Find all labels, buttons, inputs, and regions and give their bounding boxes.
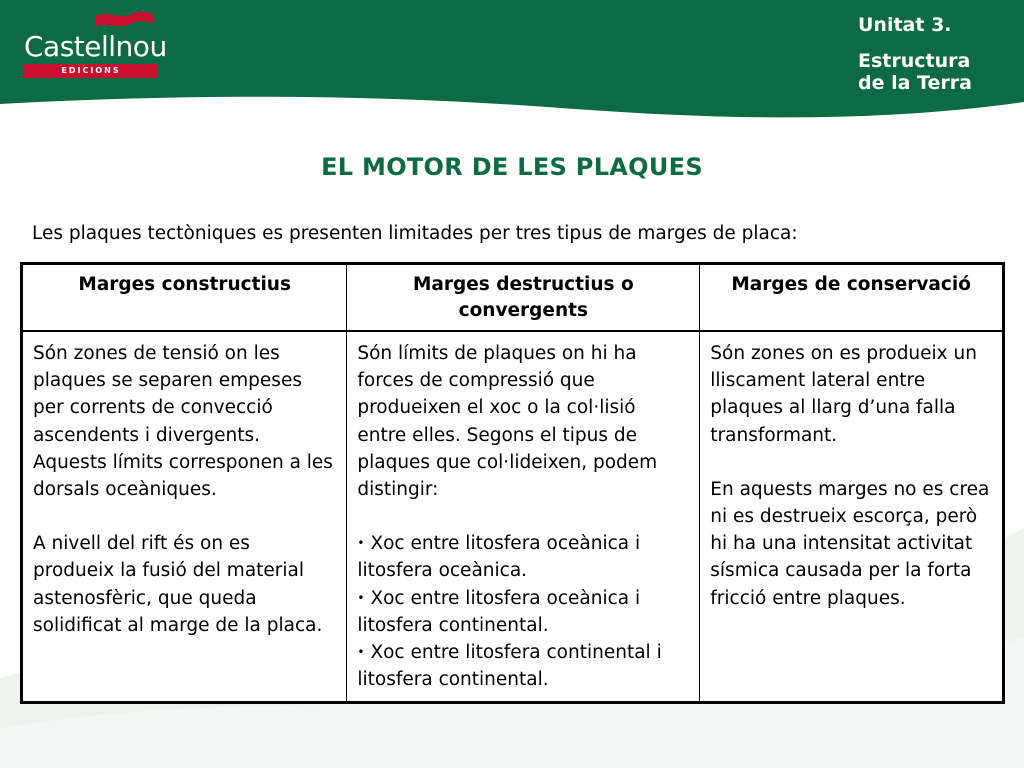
bullet-icon: • [357, 536, 365, 551]
unit-subtitle-line2: de la Terra [858, 72, 972, 94]
unit-subtitle-line1: Estructura [858, 50, 971, 72]
flag-icon [94, 10, 156, 32]
header-constructive: Marges constructius [22, 264, 347, 332]
table-row [22, 331, 1004, 703]
publisher-logo[interactable] [22, 10, 167, 76]
logo-wordmark: Castellnou [24, 30, 167, 63]
constructive-paragraph-1: Són zones de tensió on les plaques se separen empeses per corrents de convecció ascendents i divergents. Aquests límits corresponen a les dorsals oceàniques. [33, 343, 333, 501]
logo-subtitle: EDICIONS [24, 64, 158, 78]
destructive-paragraph-1: Són límits de plaques on hi ha forces de compressió que produeixen el xoc o la col·lisió entre elles. Segons el tipus de plaques que col·lideixen, podem distingir: [357, 343, 658, 501]
list-item [357, 530, 689, 584]
conservative-paragraph-1: Són zones on es produeix un lliscament lateral entre plaques al llarg d’una falla transformant. [710, 343, 977, 446]
unit-title: Unitat 3. [858, 14, 952, 36]
bullet-text: Xoc entre litosfera oceànica i litosfera continental. [357, 587, 641, 636]
list-item [357, 639, 689, 693]
plate-margins-table [20, 262, 1005, 704]
bullet-icon: • [357, 645, 365, 660]
cell-constructive [22, 331, 347, 703]
bullet-icon: • [357, 590, 365, 605]
header-destructive: Marges destructius o convergents [347, 264, 700, 332]
cell-destructive [347, 331, 700, 703]
constructive-paragraph-2: A nivell del rift és on es produeix la fusió del material astenosfèric, que queda solidificat al marge de la placa. [33, 533, 323, 636]
list-item [357, 585, 689, 639]
page-title: EL MOTOR DE LES PLAQUES [321, 153, 703, 181]
bullet-text: Xoc entre litosfera continental i litosfera continental. [357, 642, 662, 691]
header-conservative: Marges de conservació [700, 264, 1004, 332]
conservative-paragraph-2: En aquests marges no es crea ni es destrueix escorça, però hi ha una intensitat activitat sísmica causada per la forta fricció entre plaques. [710, 478, 990, 609]
table-header-row [22, 264, 1004, 332]
bullet-text: Xoc entre litosfera oceànica i litosfera oceànica. [357, 533, 641, 582]
cell-conservative [700, 331, 1004, 703]
intro-text: Les plaques tectòniques es presenten limitades per tres tipus de marges de placa: [32, 223, 798, 244]
unit-info [858, 14, 972, 94]
